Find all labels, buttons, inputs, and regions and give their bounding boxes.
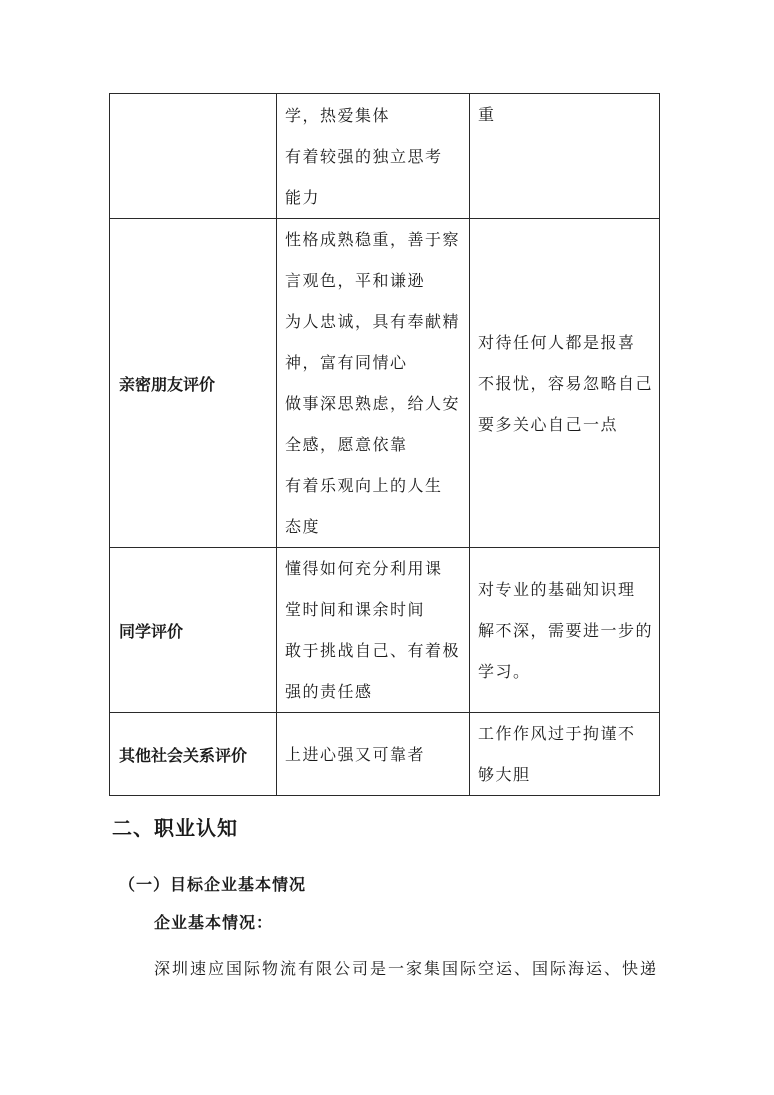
text-line: 要多关心自己一点 <box>478 414 619 434</box>
text-line: 堂时间和课余时间 <box>285 600 426 619</box>
text-line: 工作作风过于拘谨不 <box>478 724 636 743</box>
text-line: 做事深思熟虑，给人安 <box>285 394 461 413</box>
body-paragraph: 深圳速应国际物流有限公司是一家集国际空运、国际海运、快递 <box>154 959 659 978</box>
text-line: 神，富有同情心 <box>285 353 408 372</box>
weaknesses-cell <box>470 219 660 548</box>
text-line: 学，热爱集体 <box>285 106 391 125</box>
strengths-cell <box>277 219 470 548</box>
strengths-cell <box>277 713 470 796</box>
subsection-title: （一）目标企业基本情况 <box>119 875 307 894</box>
text-line: 解不深，需要进一步的 <box>478 620 654 640</box>
text-line: 有着较强的独立思考 <box>285 147 443 166</box>
text-line: 全感，愿意依靠 <box>285 435 408 454</box>
section-title: 二、职业认知 <box>112 816 238 840</box>
text-line: 有着乐观向上的人生 <box>285 476 443 495</box>
text-line: 敢于挑战自己、有着极 <box>285 641 461 660</box>
text-line: 态度 <box>285 517 321 536</box>
row-label <box>110 94 277 219</box>
text-line: 能力 <box>285 188 321 207</box>
weaknesses-cell <box>470 94 660 219</box>
weaknesses-cell <box>470 548 660 713</box>
text-line: 学习。 <box>478 661 531 681</box>
evaluation-table <box>109 93 660 796</box>
text-line: 不报忧，容易忽略自己 <box>478 373 654 393</box>
row-label: 同学评价 <box>110 548 277 713</box>
row-label: 其他社会关系评价 <box>110 713 277 796</box>
text-line: 重 <box>478 105 496 124</box>
text-line: 懂得如何充分利用课 <box>285 559 443 578</box>
strengths-cell <box>277 94 470 219</box>
text-line: 强的责任感 <box>285 682 373 701</box>
text-line: 上进心强又可靠者 <box>285 744 426 764</box>
weaknesses-cell <box>470 713 660 796</box>
text-line: 为人忠诚，具有奉献精 <box>285 312 461 331</box>
text-line: 对待任何人都是报喜 <box>478 332 636 352</box>
strengths-cell <box>277 548 470 713</box>
text-line: 性格成熟稳重，善于察 <box>285 230 461 249</box>
row-label: 亲密朋友评价 <box>110 219 277 548</box>
table-row <box>110 219 660 548</box>
text-line: 对专业的基础知识理 <box>478 579 636 599</box>
table-row <box>110 94 660 219</box>
sub-heading: 企业基本情况： <box>154 913 274 932</box>
table-row <box>110 548 660 713</box>
table-row <box>110 713 660 796</box>
text-line: 言观色，平和谦逊 <box>285 271 426 290</box>
text-line: 够大胆 <box>478 765 531 784</box>
